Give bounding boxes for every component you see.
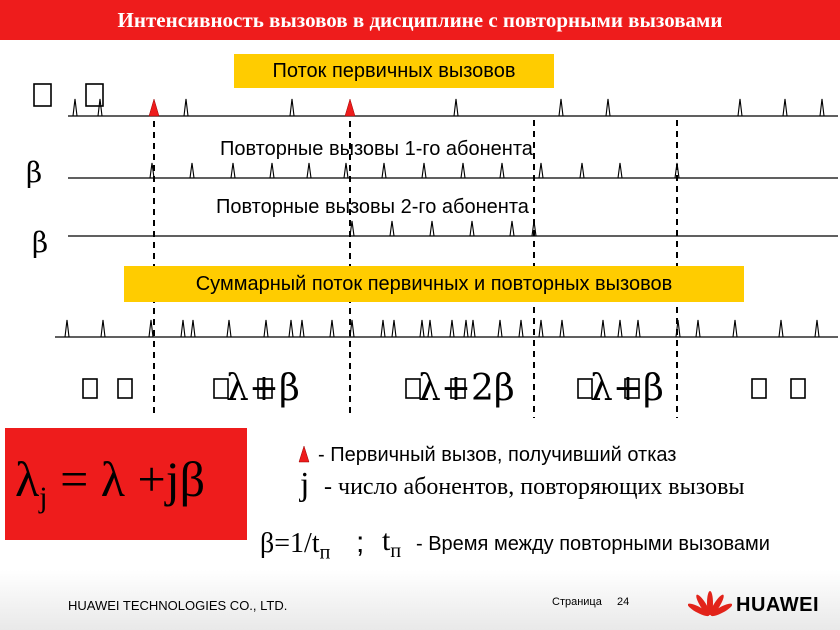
legend-rejected-text: - Первичный вызов, получивший отказ (318, 444, 677, 466)
primary-call-pulse (783, 99, 787, 116)
seg-glyph-1a (83, 379, 97, 398)
total-call-pulse (733, 320, 737, 337)
repeat-sub1-pulse (344, 163, 348, 178)
segment-label-3: λ+2β (418, 368, 515, 409)
formula-box (5, 428, 247, 540)
total-call-pulse (560, 320, 564, 337)
rejected-call-marker-2 (345, 99, 355, 116)
total-call-pulse (539, 320, 543, 337)
repeat-sub1-pulse (190, 163, 194, 178)
primary-call-pulse (184, 99, 188, 116)
seg-glyph-5b (791, 379, 805, 398)
total-call-pulse (815, 320, 819, 337)
formula-rhs: = λ +jβ (47, 451, 206, 507)
primary-call-pulse (606, 99, 610, 116)
total-call-pulse (381, 320, 385, 337)
formula-lhs: λ (15, 451, 40, 507)
beta-def-subscript: п (319, 541, 331, 564)
repeat-sub1-pulse (270, 163, 274, 178)
segment-label-5 (770, 368, 793, 409)
repeat-sub1-label: Повторные вызовы 1-го абонента (220, 138, 533, 160)
total-call-pulse (392, 320, 396, 337)
repeat-sub2-pulse (510, 221, 514, 236)
huawei-logo-text: HUAWEI (736, 594, 819, 616)
primary-flow-label: Поток первичных вызовов (234, 54, 554, 88)
repeat-sub2-pulse (390, 221, 394, 236)
total-call-pulse (471, 320, 475, 337)
legend-beta-def (260, 528, 330, 565)
total-call-pulse (149, 320, 153, 337)
repeat-sub1-pulse (422, 163, 426, 178)
row-beta1-symbol: β (26, 156, 43, 189)
segment-label-2: λ+β (226, 368, 300, 409)
repeat-sub2-pulse (470, 221, 474, 236)
footer (0, 570, 840, 630)
lambda-glyph-1 (34, 84, 51, 106)
t-symbol: t (382, 524, 391, 557)
legend-j-symbol: j (300, 466, 310, 503)
total-call-pulse (779, 320, 783, 337)
segment-label-1 (98, 368, 121, 409)
total-flow-label: Суммарный поток первичных и повторных вызовов (124, 266, 744, 302)
total-call-pulse (450, 320, 454, 337)
total-call-pulse (330, 320, 334, 337)
repeat-sub1-pulse (539, 163, 543, 178)
footer-page-label: Страница (552, 596, 602, 608)
primary-call-pulse (559, 99, 563, 116)
total-call-pulse (264, 320, 268, 337)
footer-company: HUAWEI TECHNOLOGIES CO., LTD. (68, 598, 288, 613)
legend-rejected-marker (299, 446, 309, 462)
primary-call-pulse (98, 99, 102, 116)
huawei-logo-icon (688, 590, 732, 620)
axis-glyphs (34, 84, 805, 398)
repeat-sub1-pulse (231, 163, 235, 178)
repeat-sub1-pulse (580, 163, 584, 178)
total-call-pulse (618, 320, 622, 337)
formula-subscript: j (39, 481, 48, 514)
total-call-pulse (601, 320, 605, 337)
lambda-j-formula (15, 450, 205, 515)
repeat-sub1-pulse (618, 163, 622, 178)
total-call-pulse (65, 320, 69, 337)
legend-t-def (382, 524, 401, 563)
beta-def-text: β=1/t (260, 528, 320, 559)
total-call-pulse (289, 320, 293, 337)
total-call-pulse (696, 320, 700, 337)
legend-j-text: - число абонентов, повторяющих вызовы (324, 474, 745, 500)
total-call-pulse (181, 320, 185, 337)
segment-label-4: λ+β (590, 368, 664, 409)
row-lambda-symbol (60, 76, 78, 109)
total-call-pulse (428, 320, 432, 337)
legend-t-text: - Время между повторными вызовами (416, 533, 770, 555)
total-call-pulse (101, 320, 105, 337)
total-call-pulse (300, 320, 304, 337)
repeat-sub2-label: Повторные вызовы 2-го абонента (216, 196, 529, 218)
repeat-sub1-pulse (461, 163, 465, 178)
repeat-sub2-pulse (430, 221, 434, 236)
total-call-pulse (498, 320, 502, 337)
primary-call-pulse (454, 99, 458, 116)
t-subscript: п (390, 540, 402, 562)
total-call-pulse (191, 320, 195, 337)
total-call-pulse (227, 320, 231, 337)
rejected-call-marker-1 (149, 99, 159, 116)
repeat-sub1-pulse (500, 163, 504, 178)
total-call-pulse (636, 320, 640, 337)
legend-separator: ; (356, 526, 365, 559)
repeat-sub1-pulse (307, 163, 311, 178)
row-beta2-symbol: β (32, 226, 49, 259)
footer-page-number: 24 (617, 596, 630, 608)
primary-call-pulse (738, 99, 742, 116)
total-call-pulse (420, 320, 424, 337)
slide-title: Интенсивность вызовов в дисциплине с повторными вызовами (0, 0, 840, 40)
total-call-pulse (519, 320, 523, 337)
seg-glyph-5a (752, 379, 766, 398)
primary-call-pulse (290, 99, 294, 116)
primary-call-pulse (820, 99, 824, 116)
total-call-pulse (464, 320, 468, 337)
repeat-sub1-pulse (382, 163, 386, 178)
